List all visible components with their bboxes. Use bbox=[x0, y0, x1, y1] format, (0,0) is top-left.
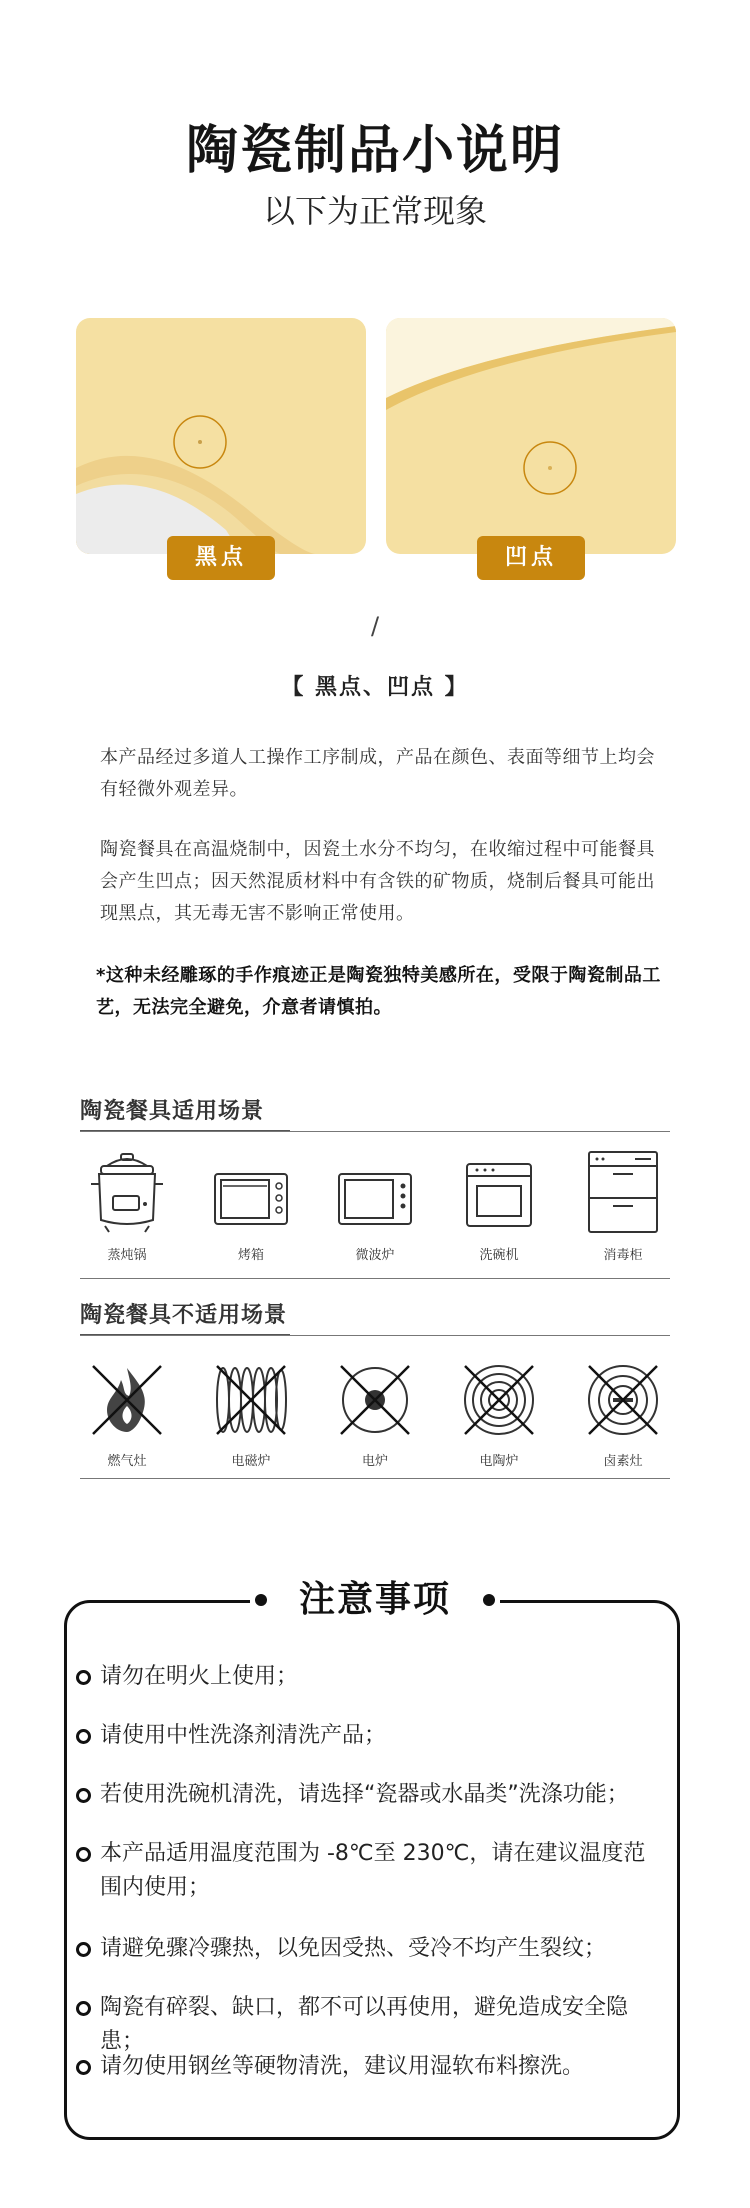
bullet-icon bbox=[76, 2001, 91, 2016]
unsuitable-item-label: 电磁炉 bbox=[231, 1454, 271, 1469]
black-spot-photo bbox=[76, 318, 366, 554]
notice-item: 请使用中性洗涤剂清洗产品； bbox=[100, 1719, 660, 1753]
divider-slash: / bbox=[370, 612, 380, 640]
bullet-icon bbox=[76, 1942, 91, 1957]
suitable-item bbox=[320, 1150, 430, 1263]
explanation-paragraph: 陶瓷餐具在高温烧制中，因瓷土水分不均匀，在收缩过程中可能餐具会产生凹点；因天然混质材料中有含铁的矿物质，烧制后餐具可能出现黑点，其无毒无害不影响正常使用。 bbox=[100, 839, 655, 924]
notice-title-right-dot bbox=[483, 1594, 495, 1606]
section-divider bbox=[80, 1278, 670, 1279]
bullet-icon bbox=[76, 1847, 91, 1862]
explanation-paragraph: 本产品经过多道人工操作工序制成，产品在颜色、表面等细节上均会有轻微外观差异。 bbox=[100, 747, 655, 800]
bullet-icon bbox=[76, 1788, 91, 1803]
microwave-icon bbox=[335, 1150, 415, 1234]
dent-photo bbox=[386, 318, 676, 554]
notice-item: 本产品适用温度范围为 -8℃至 230℃，请在建议温度范围内使用； bbox=[100, 1837, 660, 1905]
page-title: 陶瓷制品小说明 bbox=[185, 121, 564, 181]
unsuitable-item-label: 电炉 bbox=[361, 1454, 388, 1469]
dishwasher-icon bbox=[459, 1150, 539, 1234]
notice-item: 请勿在明火上使用； bbox=[100, 1660, 660, 1694]
notice-item: 请避免骤冷骤热，以免因受热、受冷不均产生裂纹； bbox=[100, 1932, 660, 1966]
bullet-icon bbox=[76, 1729, 91, 1744]
electric-stove-icon bbox=[335, 1360, 415, 1440]
notice-item: 若使用洗碗机清洗，请选择“瓷器或水晶类”洗涤功能； bbox=[100, 1778, 660, 1812]
suitable-item bbox=[444, 1150, 554, 1263]
unsuitable-item-label: 燃气灶 bbox=[107, 1454, 147, 1469]
suitable-item bbox=[568, 1150, 678, 1263]
unsuitable-item bbox=[196, 1360, 306, 1469]
bullet-icon bbox=[76, 1670, 91, 1685]
unsuitable-item bbox=[444, 1360, 554, 1469]
unsuitable-section-title: 陶瓷餐具不适用场景 bbox=[80, 1303, 288, 1328]
sterilizer-cabinet-icon bbox=[583, 1150, 663, 1234]
unsuitable-item bbox=[72, 1360, 182, 1469]
bullet-icon bbox=[76, 2060, 91, 2075]
notice-item: 请勿使用钢丝等硬物清洗，建议用湿软布料擦洗。 bbox=[100, 2050, 660, 2084]
unsuitable-item bbox=[568, 1360, 678, 1469]
section-divider bbox=[80, 1131, 670, 1132]
suitable-section-title: 陶瓷餐具适用场景 bbox=[80, 1099, 265, 1124]
unsuitable-item-label: 电陶炉 bbox=[479, 1454, 519, 1469]
steamer-icon bbox=[87, 1150, 167, 1234]
suitable-item-label: 洗碗机 bbox=[479, 1248, 519, 1263]
notice-item: 陶瓷有碎裂、缺口，都不可以再使用，避免造成安全隐患； bbox=[100, 1991, 660, 2059]
unsuitable-item-label: 卤素灶 bbox=[603, 1454, 643, 1469]
black-spot-label: 黑点 bbox=[167, 536, 275, 580]
halogen-stove-icon bbox=[583, 1360, 663, 1440]
oven-icon bbox=[211, 1150, 291, 1234]
notice-title: 注意事项 bbox=[298, 1579, 451, 1620]
section-divider bbox=[80, 1335, 670, 1336]
notice-title-left-dot bbox=[255, 1594, 267, 1606]
unsuitable-item bbox=[320, 1360, 430, 1469]
suitable-item-label: 烤箱 bbox=[237, 1248, 264, 1263]
notice-header bbox=[250, 1574, 500, 1626]
ceramic-stove-icon bbox=[459, 1360, 539, 1440]
suitable-item-label: 蒸炖锅 bbox=[107, 1248, 147, 1263]
induction-cooker-icon bbox=[211, 1360, 291, 1440]
explanation-note: *这种未经雕琢的手作痕迹正是陶瓷独特美感所在，受限于陶瓷制品工艺，无法完全避免，介意者请慎拍。 bbox=[96, 965, 661, 1018]
dent-label: 凹点 bbox=[477, 536, 585, 580]
suitable-item-label: 消毒柜 bbox=[603, 1248, 643, 1263]
suitable-item bbox=[72, 1150, 182, 1263]
page-subtitle: 以下为正常现象 bbox=[262, 192, 487, 230]
explanation-title: 【 黑点、凹点 】 bbox=[281, 675, 469, 700]
gas-stove-icon bbox=[87, 1360, 167, 1440]
suitable-item bbox=[196, 1150, 306, 1263]
section-divider bbox=[80, 1478, 670, 1479]
suitable-item-label: 微波炉 bbox=[355, 1248, 395, 1263]
